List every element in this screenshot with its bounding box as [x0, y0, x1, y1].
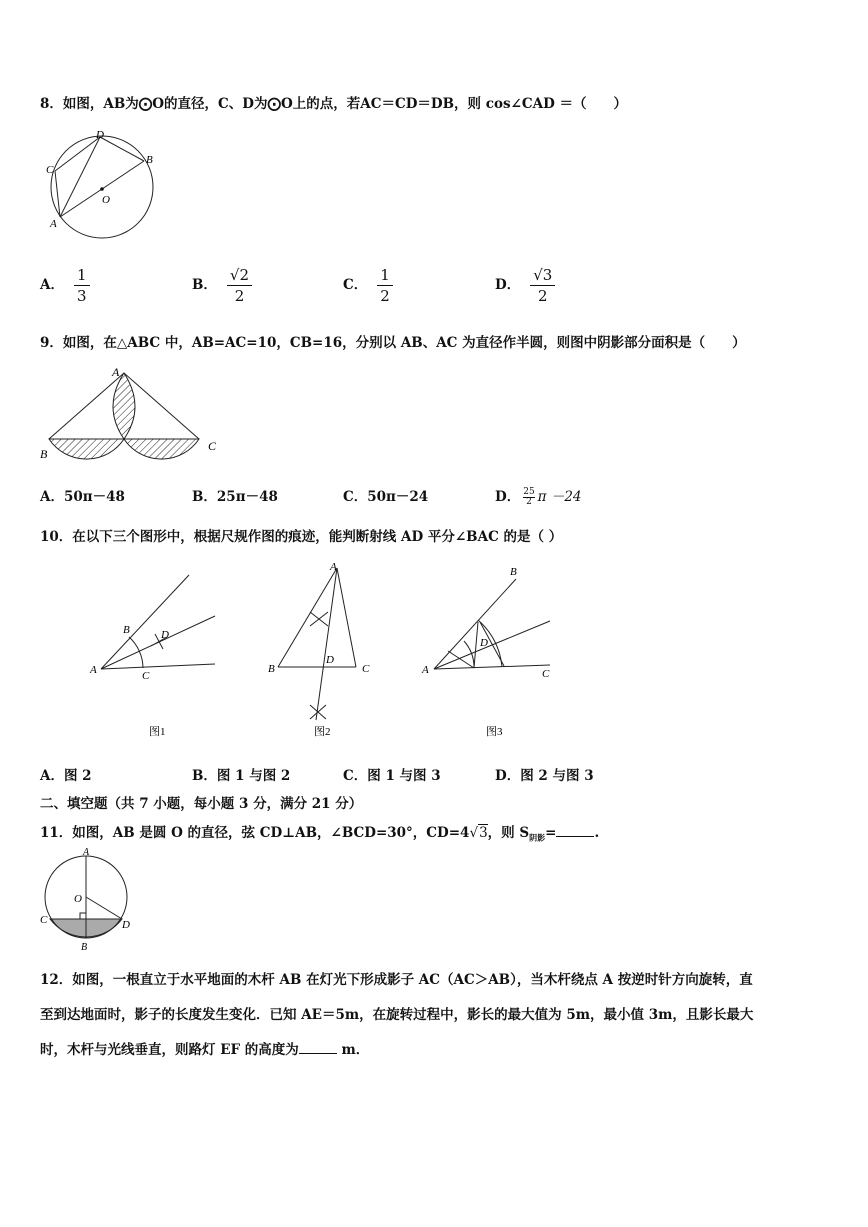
q9-option-d-rest: π －24 [537, 489, 582, 505]
q11-label-o: O [74, 893, 82, 905]
q8-option-d [495, 265, 555, 306]
q10-f1-label-c: C [142, 670, 150, 682]
q9-label-b: B [40, 447, 48, 461]
q9-label-a: A [112, 365, 120, 379]
q11-label-a: A [83, 847, 90, 858]
q8-option-d-den: 2 [538, 287, 548, 305]
q10-figure-3 [418, 565, 568, 740]
q10-f3-label-c: C [542, 668, 550, 680]
q10-option-a: A．图 2 [40, 768, 92, 784]
q12-line-3 [40, 1038, 369, 1058]
section2-heading: 二、填空题（共 7 小题，每小题 3 分，满分 21 分） [40, 796, 363, 812]
q8-label-b: B [146, 154, 153, 166]
q10-f2-label-a: A [330, 561, 337, 573]
q8-option-b [192, 265, 252, 306]
q8-option-c [343, 265, 393, 306]
q9-option-d-num: 25 [523, 487, 535, 497]
q9-stem: 9．如图，在△ABC 中，AB=AC=10，CB=16，分别以 AB、AC 为直径作半圆，则图中阴影部分面积是（ ） [40, 335, 746, 351]
q10-f1-label-a: A [90, 664, 97, 676]
q12-line-1: 12．如图，一根直立于水平地面的木杆 AB 在灯光下形成影子 AC（AC＞AB），当木杆绕点 A 按逆时针方向旋转，直 [40, 972, 753, 988]
q8-option-d-key: D． [495, 277, 521, 293]
q9-label-c: C [208, 439, 217, 453]
q10-f2-label-d: D [326, 654, 334, 666]
q10-f2-label-b: B [268, 663, 275, 675]
q10-f3-label-b: B [510, 566, 517, 578]
q10-f1-label-b: B [123, 624, 130, 636]
q10-option-b: B．图 1 与图 2 [192, 768, 291, 784]
q11-stem-d: . [594, 825, 600, 841]
q8-stem: 8．如图，AB为⨀O的直径，C、D为⨀O上的点，若AC＝CD＝DB，则 cos∠CAD ＝（ ） [40, 96, 627, 112]
q9-option-d [495, 485, 582, 507]
q8-option-a-key: A． [40, 277, 64, 293]
q10-option-d: D．图 2 与图 3 [495, 768, 594, 784]
q10-option-c: C．图 1 与图 3 [343, 768, 441, 784]
q11-label-c: C [40, 914, 48, 926]
q8-label-d: D [96, 129, 104, 141]
q12-answer-blank[interactable] [299, 1041, 337, 1054]
q10-figure-1 [85, 570, 225, 740]
q8-option-b-num: √2 [227, 265, 252, 286]
q11-stem-a: 11．如图，AB 是圆 O 的直径，弦 CD⊥AB，∠BCD=30°，CD=4 [40, 825, 470, 841]
q10-figure-2 [262, 560, 382, 740]
q8-label-a: A [50, 218, 57, 230]
q8-option-c-den: 2 [380, 287, 390, 305]
q10-f3-label-a: A [422, 664, 429, 676]
q8-option-c-num: 1 [377, 265, 393, 286]
q8-label-o: O [102, 194, 110, 206]
q8-label-c: C [46, 164, 54, 176]
q11-subscript: 阴影 [529, 832, 546, 843]
q11-radicand: 3 [479, 825, 488, 841]
q8-figure [40, 126, 165, 241]
q11-stem-b: ，则 S [487, 825, 530, 841]
q11-figure [36, 846, 136, 956]
q8-option-b-key: B． [192, 277, 217, 293]
q11-stem-c: = [545, 825, 557, 841]
q11-label-d: D [122, 919, 130, 931]
q8-option-c-key: C． [343, 277, 368, 293]
q9-option-a: A．50π－48 [40, 489, 125, 505]
q8-option-a-num: 1 [74, 265, 90, 286]
q8-option-b-den: 2 [234, 287, 245, 305]
q8-option-a [40, 265, 90, 306]
q10-f1-label-d: D [161, 629, 169, 641]
q11-answer-blank[interactable] [556, 824, 594, 837]
q10-f2-label-c: C [362, 663, 370, 675]
q12-line-3a: 时，木杆与光线垂直，则路灯 EF 的高度为 [40, 1042, 299, 1058]
q12-line-2: 至到达地面时，影子的长度发生变化．已知 AE＝5m，在旋转过程中，影长的最大值为 5m，最小值 3m，且影长最大 [40, 1007, 754, 1023]
q8-option-a-den: 3 [76, 287, 87, 305]
q8-option-d-num: √3 [530, 265, 555, 286]
q10-caption-2: 图2 [314, 726, 331, 738]
q9-figure [36, 365, 236, 465]
q9-option-c: C．50π－24 [343, 489, 429, 505]
q11-stem: 11．如图，AB 是圆 O 的直径，弦 CD⊥AB，∠BCD=30°，CD=4√3，则 $S_{阴影}=$ . [40, 825, 600, 843]
q12-line-3b: m． [336, 1042, 370, 1058]
q9-option-b: B．25π－48 [192, 489, 278, 505]
q9-option-d-den: 2 [526, 497, 532, 507]
q10-stem: 10．在以下三个图形中，根据尺规作图的痕迹，能判断射线 AD 平分∠BAC 的是（ ） [40, 529, 563, 545]
q10-f3-label-d: D [480, 637, 488, 649]
q11-label-b: B [81, 942, 88, 953]
q9-option-d-key: D． [495, 489, 521, 505]
q10-caption-3: 图3 [486, 726, 503, 738]
q10-caption-1: 图1 [149, 726, 166, 738]
